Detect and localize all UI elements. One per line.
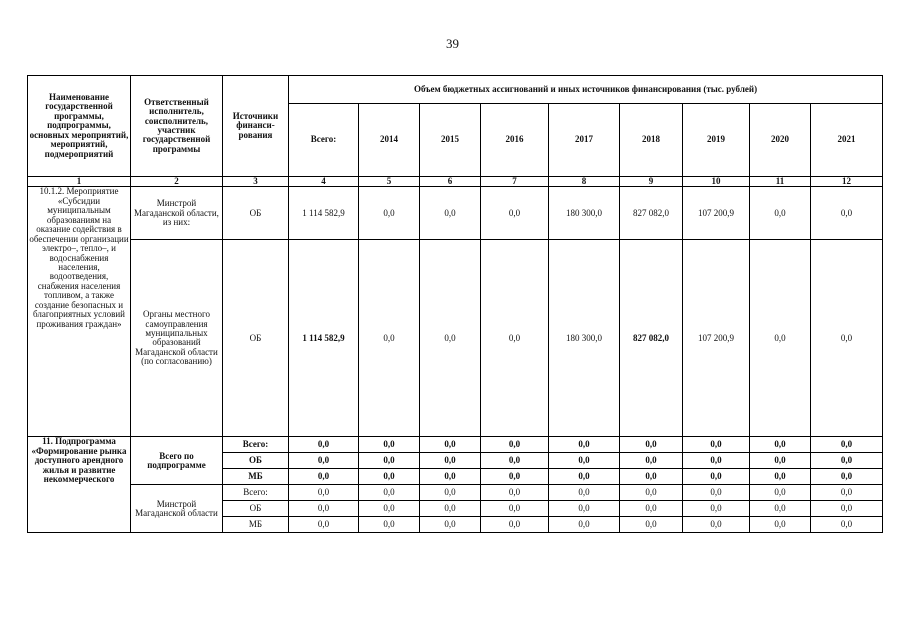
header-year: 2017 [549, 104, 620, 177]
total-value: 0,0 [289, 437, 359, 453]
column-number: 7 [481, 177, 549, 187]
column-number: 11 [750, 177, 811, 187]
year-value: 180 300,0 [549, 240, 620, 437]
header-year: 2015 [420, 104, 481, 177]
year-value: 0,0 [481, 437, 549, 453]
source: ОБ [223, 240, 289, 437]
budget-table [27, 75, 883, 533]
column-numbers-row [28, 177, 883, 187]
year-value: 0,0 [420, 469, 481, 485]
column-number: 1 [28, 177, 131, 187]
year-value: 0,0 [549, 469, 620, 485]
year-value: 0,0 [359, 501, 420, 517]
total-value: 1 114 582,9 [289, 187, 359, 240]
year-value: 0,0 [620, 437, 683, 453]
responsible: Органы местного самоуправления муниципальных образований Магаданской области (по согласованию) [131, 240, 223, 437]
header-sources: Источники финанси-рования [223, 76, 289, 177]
year-value: 0,0 [420, 501, 481, 517]
responsible: Минстрой Магаданской области, из них: [131, 187, 223, 240]
year-value: 0,0 [549, 501, 620, 517]
year-value: 0,0 [481, 517, 549, 533]
year-value: 0,0 [750, 453, 811, 469]
table-row [28, 437, 883, 453]
year-value: 0,0 [481, 501, 549, 517]
header-year: 2021 [811, 104, 883, 177]
year-value: 0,0 [811, 437, 883, 453]
year-value: 0,0 [620, 517, 683, 533]
responsible: Всего по подпрограмме [131, 437, 223, 485]
year-value: 0,0 [359, 240, 420, 437]
year-value: 0,0 [420, 240, 481, 437]
header-year: 2016 [481, 104, 549, 177]
year-value: 0,0 [359, 517, 420, 533]
header-total: Всего: [289, 104, 359, 177]
header-year: 2020 [750, 104, 811, 177]
source: ОБ [223, 453, 289, 469]
year-value: 0,0 [750, 517, 811, 533]
total-value: 0,0 [289, 485, 359, 501]
year-value: 0,0 [549, 517, 620, 533]
year-value: 0,0 [620, 501, 683, 517]
column-number: 6 [420, 177, 481, 187]
header-year: 2019 [683, 104, 750, 177]
year-value: 0,0 [481, 240, 549, 437]
header-name: Наименование государственной программы, подпрограммы, основных мероприятий, мероприятий, подмероприятий [28, 76, 131, 177]
year-value: 0,0 [811, 453, 883, 469]
year-value: 0,0 [683, 517, 750, 533]
source: ОБ [223, 501, 289, 517]
year-value: 0,0 [811, 501, 883, 517]
header-volume: Объем бюджетных ассигнований и иных источников финансирования (тыс. рублей) [289, 76, 883, 104]
year-value: 0,0 [359, 485, 420, 501]
year-value: 0,0 [481, 453, 549, 469]
year-value: 0,0 [750, 469, 811, 485]
header-year: 2014 [359, 104, 420, 177]
year-value: 0,0 [811, 517, 883, 533]
year-value: 0,0 [420, 453, 481, 469]
year-value: 0,0 [549, 453, 620, 469]
source: МБ [223, 469, 289, 485]
column-number: 8 [549, 177, 620, 187]
year-value: 107 200,9 [683, 240, 750, 437]
measure-name: 10.1.2. Мероприятие «Субсидии муниципальным образованиям на оказание содействия в обеспечении организации электро–, тепло–, и водоснабжения населения, водоотведения, снабжения населения топливом, а также создание безопасных и благоприятных условий проживания граждан» [28, 187, 131, 437]
year-value: 0,0 [811, 240, 883, 437]
source: Всего: [223, 485, 289, 501]
column-number: 2 [131, 177, 223, 187]
year-value: 0,0 [750, 437, 811, 453]
column-number: 12 [811, 177, 883, 187]
year-value: 0,0 [683, 469, 750, 485]
total-value: 0,0 [289, 501, 359, 517]
year-value: 107 200,9 [683, 187, 750, 240]
year-value: 0,0 [549, 437, 620, 453]
table-row [28, 485, 883, 501]
column-number: 10 [683, 177, 750, 187]
total-value: 0,0 [289, 517, 359, 533]
total-value: 1 114 582,9 [289, 240, 359, 437]
header-year: 2018 [620, 104, 683, 177]
year-value: 0,0 [420, 437, 481, 453]
year-value: 0,0 [750, 501, 811, 517]
year-value: 0,0 [481, 469, 549, 485]
year-value: 0,0 [683, 453, 750, 469]
column-number: 9 [620, 177, 683, 187]
year-value: 0,0 [420, 187, 481, 240]
year-value: 0,0 [750, 187, 811, 240]
year-value: 0,0 [750, 240, 811, 437]
year-value: 0,0 [620, 485, 683, 501]
table-row [28, 240, 883, 437]
source: Всего: [223, 437, 289, 453]
year-value: 0,0 [811, 469, 883, 485]
source: МБ [223, 517, 289, 533]
year-value: 827 082,0 [620, 187, 683, 240]
year-value: 0,0 [420, 485, 481, 501]
year-value: 0,0 [481, 187, 549, 240]
subprogram-name: 11. Подпрограмма «Формирование рынка доступного арендного жилья и развитие некоммерческого [28, 437, 131, 533]
year-value: 0,0 [359, 187, 420, 240]
year-value: 0,0 [549, 485, 620, 501]
year-value: 0,0 [359, 453, 420, 469]
year-value: 0,0 [811, 485, 883, 501]
page-number: 39 [446, 36, 459, 51]
year-value: 0,0 [811, 187, 883, 240]
total-value: 0,0 [289, 469, 359, 485]
year-value: 0,0 [683, 437, 750, 453]
responsible: Минстрой Магаданской области [131, 485, 223, 533]
year-value: 0,0 [620, 469, 683, 485]
year-value: 0,0 [683, 485, 750, 501]
year-value: 0,0 [683, 501, 750, 517]
table-row [28, 187, 883, 240]
year-value: 0,0 [620, 453, 683, 469]
year-value: 0,0 [359, 469, 420, 485]
column-number: 5 [359, 177, 420, 187]
year-value: 0,0 [359, 437, 420, 453]
column-number: 3 [223, 177, 289, 187]
total-value: 0,0 [289, 453, 359, 469]
year-value: 0,0 [750, 485, 811, 501]
column-number: 4 [289, 177, 359, 187]
year-value: 0,0 [481, 485, 549, 501]
header-responsible: Ответственный исполнитель, соисполнитель, участник государственной программы [131, 76, 223, 177]
source: ОБ [223, 187, 289, 240]
year-value: 0,0 [420, 517, 481, 533]
year-value: 180 300,0 [549, 187, 620, 240]
year-value: 827 082,0 [620, 240, 683, 437]
